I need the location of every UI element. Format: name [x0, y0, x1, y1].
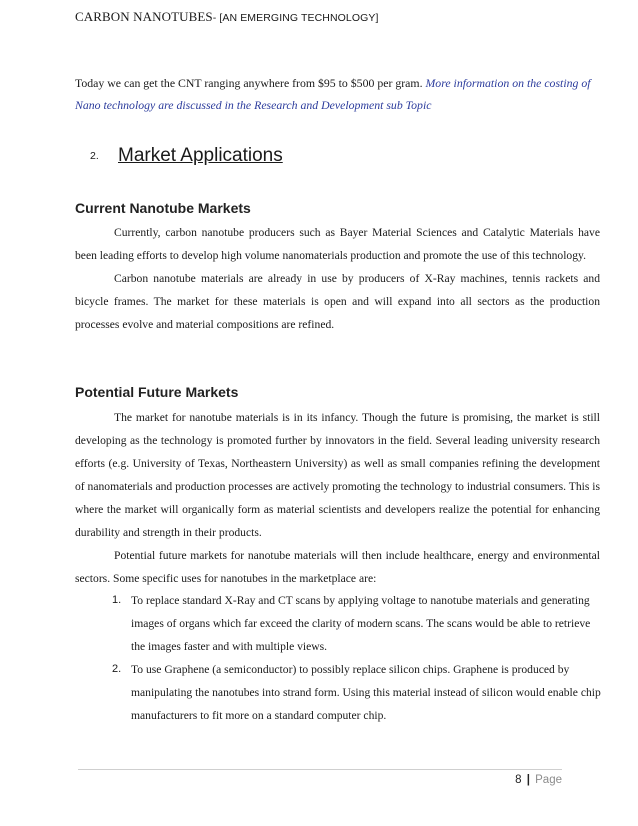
header-title: CARBON NANOTUBES: [75, 9, 213, 24]
current-markets-paragraph-1: Currently, carbon nanotube producers such as Bayer Material Sciences and Catalytic Materials have been leading efforts to develop high volume nanomaterials production and promote the use of this technology.: [75, 226, 600, 262]
page-header: [75, 9, 379, 25]
footer-separator: |: [526, 774, 530, 786]
page-footer: [515, 774, 562, 786]
specific-uses-list: [112, 589, 602, 727]
header-subtitle: - [AN EMERGING TECHNOLOGY]: [212, 12, 379, 24]
current-markets-body: [75, 221, 600, 336]
list-item: [112, 589, 602, 658]
page-label: Page: [535, 774, 562, 786]
more-info-text: More information on the costing of Nano technology are discussed in the Research and Development sub Topic: [75, 76, 591, 112]
page-number: 8: [515, 774, 522, 786]
list-item-text: To replace standard X-Ray and CT scans by applying voltage to nanotube materials and generating images of organs which far exceed the clarity of modern scans. The scans would be able to retrieve the images faster and with multiple views.: [131, 594, 591, 653]
future-markets-paragraph-1: The market for nanotube materials is in its infancy. Though the future is promising, the market is still developing as the technology is promoted further by innovators in the field. Several leading university research efforts (e.g. University of Texas, Northeastern University) as well as small companies refining the development of nanomaterials and production processes are actively promoting the technology to industrial consumers. This is where the market will organically form as material scientists and developers realize the potential for enhancing durability and strength in their products.: [75, 411, 600, 539]
future-markets-paragraph-2: Potential future markets for nanotube materials will then include healthcare, energy and environmental sectors. Some specific uses for nanotubes in the marketplace are:: [75, 549, 600, 585]
section-title: Market Applications: [118, 145, 283, 166]
section-number: 2.: [90, 150, 99, 162]
list-item-number: 1.: [112, 594, 122, 606]
section-heading: [90, 145, 283, 167]
list-item-number: 2.: [112, 663, 122, 675]
future-markets-heading: Potential Future Markets: [75, 384, 239, 400]
current-markets-heading: Current Nanotube Markets: [75, 200, 251, 216]
current-markets-paragraph-2: Carbon nanotube materials are already in use by producers of X-Ray machines, tennis rackets and bicycle frames. The market for these materials is open and will expand into all sectors as the production processes evolve and material compositions are refined.: [75, 272, 600, 331]
intro-paragraph: [75, 72, 599, 116]
future-markets-body: [75, 406, 600, 590]
list-item: [112, 658, 602, 727]
list-item-text: To use Graphene (a semiconductor) to possibly replace silicon chips. Graphene is produced by manipulating the nanotubes into strand form. Using this material instead of silicon would enable chip manufacturers to fit more on a standard computer chip.: [131, 663, 601, 722]
footer-divider: [78, 769, 562, 770]
intro-text: Today we can get the CNT ranging anywhere from $95 to $500 per gram.: [75, 76, 423, 90]
